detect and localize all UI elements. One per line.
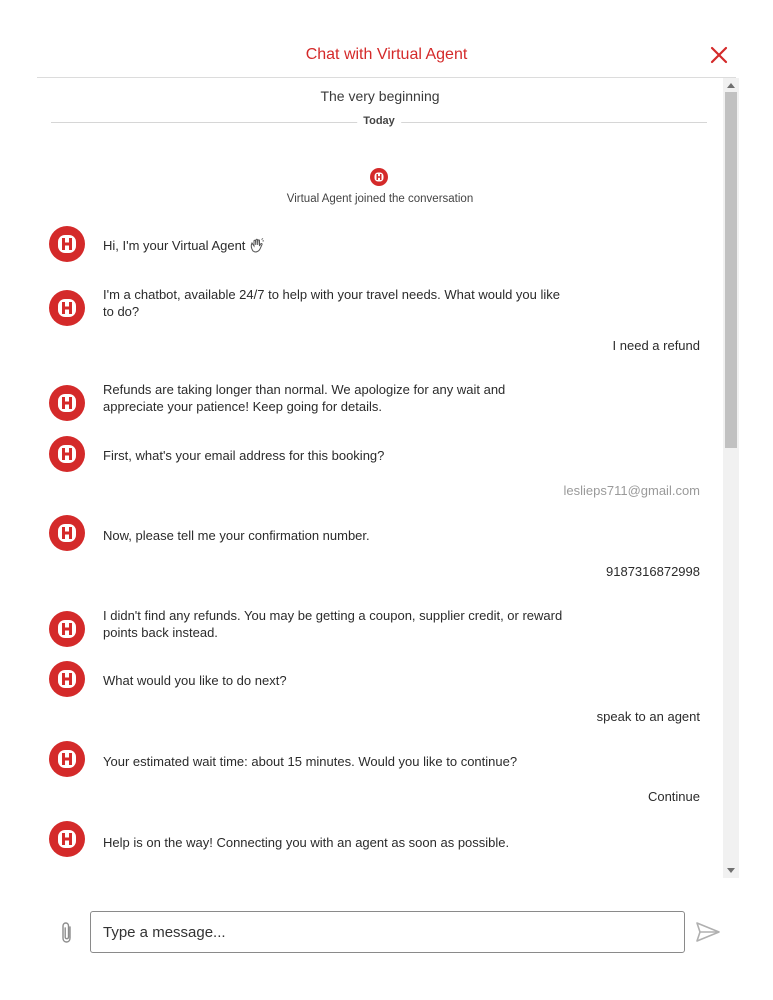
close-icon[interactable] bbox=[708, 44, 730, 66]
conversation-log[interactable] bbox=[37, 78, 723, 878]
chat-header bbox=[37, 36, 736, 78]
user-message: Continue bbox=[647, 789, 700, 804]
date-divider bbox=[51, 114, 707, 130]
bot-message: I didn't find any refunds. You may be getting a coupon, supplier credit, or reward points back instead. bbox=[103, 608, 563, 640]
paperclip-icon[interactable] bbox=[58, 921, 76, 945]
user-message: I need a refund bbox=[612, 338, 700, 353]
bot-avatar bbox=[49, 515, 85, 551]
bot-message: Now, please tell me your confirmation number. bbox=[103, 528, 370, 543]
conversation-start-label: The very beginning bbox=[320, 88, 440, 104]
bot-avatar bbox=[49, 741, 85, 777]
bot-message: Refunds are taking longer than normal. We apologize for any wait and appreciate your patience! Keep going for details. bbox=[103, 382, 506, 414]
scroll-down-arrow-icon[interactable] bbox=[727, 868, 735, 873]
scroll-up-arrow-icon[interactable] bbox=[727, 83, 735, 88]
message-input[interactable] bbox=[90, 911, 685, 953]
agent-logo-icon bbox=[370, 168, 388, 191]
send-icon[interactable] bbox=[696, 922, 720, 942]
user-message: speak to an agent bbox=[596, 709, 700, 724]
agent-joined-notice: Virtual Agent joined the conversation bbox=[286, 193, 474, 205]
date-divider-label: Today bbox=[357, 115, 401, 127]
bot-message: Your estimated wait time: about 15 minutes. Would you like to continue? bbox=[103, 754, 518, 769]
bot-avatar bbox=[49, 821, 85, 857]
user-message: leslieps711@gmail.com bbox=[563, 483, 700, 498]
bot-avatar bbox=[49, 226, 85, 262]
bot-message: What would you like to do next? bbox=[103, 673, 287, 688]
bot-avatar bbox=[49, 385, 85, 421]
chat-title: Chat with Virtual Agent bbox=[305, 46, 468, 63]
bot-message: I'm a chatbot, available 24/7 to help with your travel needs. What would you like to do? bbox=[103, 287, 561, 319]
waving-hand-icon bbox=[249, 237, 265, 257]
message-text: Hi, I'm your Virtual Agent bbox=[103, 238, 246, 253]
scrollbar-thumb[interactable] bbox=[725, 92, 737, 448]
user-message: 9187316872998 bbox=[606, 564, 700, 579]
bot-avatar bbox=[49, 661, 85, 697]
bot-message: Help is on the way! Connecting you with an agent as soon as possible. bbox=[103, 835, 510, 850]
bot-avatar bbox=[49, 611, 85, 647]
bot-message bbox=[103, 237, 563, 257]
conversation-scrollbar[interactable] bbox=[723, 78, 739, 878]
bot-message: First, what's your email address for this booking? bbox=[103, 448, 385, 463]
bot-avatar bbox=[49, 290, 85, 326]
bot-avatar bbox=[49, 436, 85, 472]
